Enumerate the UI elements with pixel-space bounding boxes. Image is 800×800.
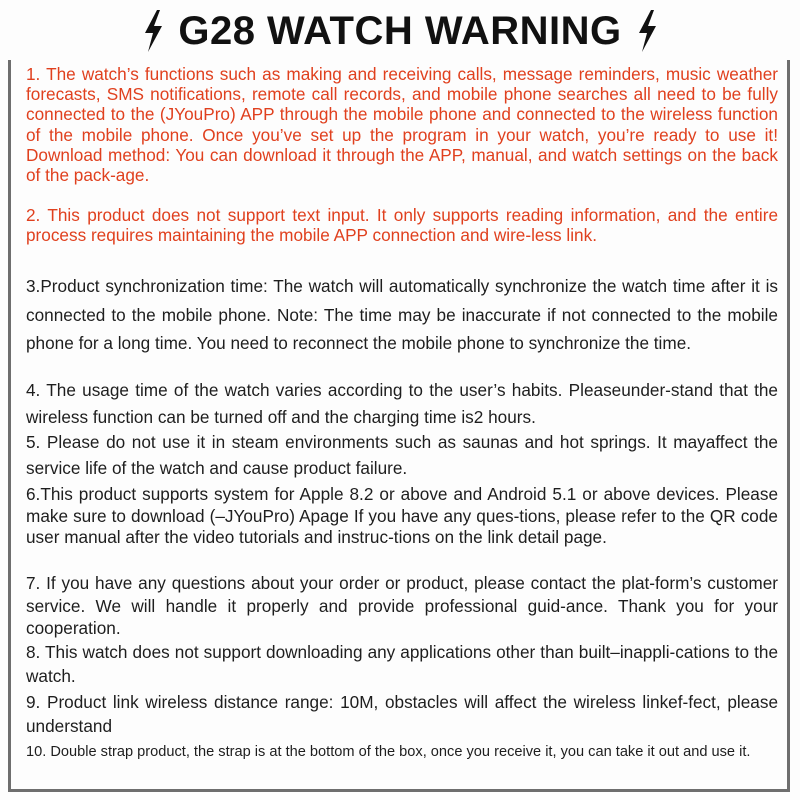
warning-item-9: 9. Product link wireless distance range: 10M, obstacles will affect the wireless linkef-fect, please understand (26, 692, 778, 736)
lightning-bolt-icon (634, 9, 660, 53)
warning-item-2: 2. This product does not support text input. It only supports reading information, and the entire process requires maintaining the mobile APP connection and wire-less link. (26, 205, 778, 246)
warning-item-7: 7. If you have any questions about your order or product, please contact the plat-form’s customer service. We will handle it properly and provide professional guid-ance. Thank you for your cooperation. (26, 573, 778, 638)
warning-header (0, 4, 800, 58)
page-title: G28 WATCH WARNING (178, 8, 622, 53)
warning-item-3: 3.Product synchronization time: The watch will automatically synchronize the watch time after it is connected to the mobile phone. Note: The time may be inaccurate if not connected to the mobile phone for a long time. You need to reconnect the mobile phone to synchronize the time. (26, 276, 778, 353)
warning-item-4: 4. The usage time of the watch varies according to the user’s habits. Pleaseunder-stand that the wireless function can be turned off and the charging time is2 hours. (26, 380, 778, 427)
lightning-bolt-icon (140, 9, 166, 53)
warning-item-1: 1. The watch’s functions such as making and receiving calls, message reminders, music weather forecasts, SMS notifications, remote call records, and mobile phone searches all need to be fully connected to the (JYouPro) APP through the mobile phone and connected to the wireless function of the mobile phone. Once you’ve set up the program in your watch, you’re ready to use it! Download method: You can download it through the APP, manual, and watch settings on the back of the pack-age. (26, 64, 778, 186)
warning-item-10: 10. Double strap product, the strap is at the bottom of the box, once you receive it, you can take it out and use it. (26, 744, 751, 760)
warning-item-5: 5. Please do not use it in steam environments such as saunas and hot springs. It mayaffect the service life of the watch and cause product failure. (26, 432, 778, 478)
warning-item-6: 6.This product supports system for Apple 8.2 or above and Android 5.1 or above devices. Please make sure to download (–JYouPro) Apage If you have any ques-tions, please refer to the QR code user manual after the video tutorials and instruc-tions on the link detail page. (26, 484, 778, 547)
warning-item-8: 8. This watch does not support downloading any applications other than built–inappli-cations to the watch. (26, 642, 778, 686)
